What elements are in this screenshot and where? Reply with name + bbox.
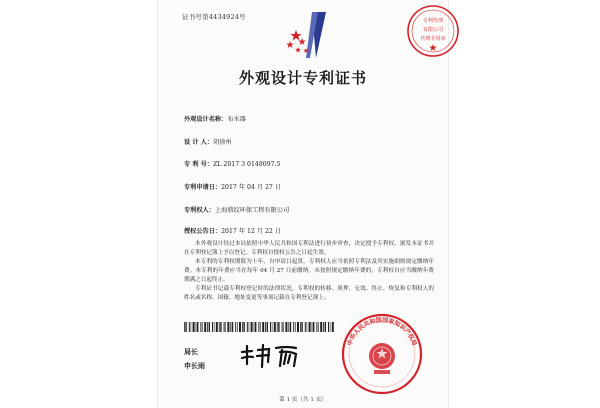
body-paragraph: 本专利的专利权期限为十年，自申请日起算。专利权人应当依照专利法及其实施细则规定缴纳年费。本专利的年费应当在每年 04 月 27 日前缴纳。未按照规定缴纳年费的，专利权自应当缴纳年费期满之日起终止。 xyxy=(184,259,434,283)
signature-title: 局长 xyxy=(184,347,198,356)
field-label: 设 计 人： xyxy=(184,139,214,146)
field-label: 授权公告日： xyxy=(184,228,222,235)
page-footer: 第 1 页（共 1 页） xyxy=(279,397,327,403)
field-value: 上海鼎纹环保工程有限公司 xyxy=(214,207,290,214)
patent-office-emblem xyxy=(276,8,346,64)
body-paragraph: 专利证书记载专利权登记时的法律状况。专利权的转移、质押、无效、终止、恢复和专利权人的姓名或名称、国籍、地址变更等事项记载在专利登记簿上。 xyxy=(184,286,434,301)
body-paragraph: 本外观设计经过本局依照中华人民共和国专利法进行初步审查，决定授予专利权，颁发本证书并在专利登记簿上予以登记。专利权自授权公告之日起生效。 xyxy=(184,241,434,256)
field-design-name xyxy=(184,114,246,123)
field-grant-date xyxy=(184,226,281,235)
certificate-title: 外观设计专利证书 xyxy=(238,69,367,87)
svg-text:中华人民共和国国家知识产权局: 中华人民共和国国家知识产权局 xyxy=(346,316,418,347)
svg-text:代理专用章: 代理专用章 xyxy=(420,36,446,42)
field-value: 胡徐州 xyxy=(213,139,232,146)
certificate-number: 证书号第4434924号 xyxy=(182,13,246,21)
field-application-date xyxy=(184,182,281,191)
field-patent-number xyxy=(184,159,281,168)
certificate-body-text xyxy=(184,240,434,303)
top-right-red-seal xyxy=(406,4,460,58)
field-value: 布水器 xyxy=(227,116,246,123)
patent-certificate-page xyxy=(158,0,448,408)
barcode xyxy=(184,322,334,332)
field-label: 外观设计名称： xyxy=(184,116,228,123)
field-value: ZL 2017 3 0148097.5 xyxy=(213,161,281,168)
field-label: 专 利 号： xyxy=(184,161,214,168)
svg-text:专利代理: 专利代理 xyxy=(422,18,444,24)
field-label: 专利权人： xyxy=(184,207,215,214)
field-value: 2017 年 04 月 27 日 xyxy=(221,184,282,191)
field-label: 专利申请日： xyxy=(184,184,222,191)
svg-text:有限公司: 有限公司 xyxy=(422,27,444,33)
signatory-name: 申长雨 xyxy=(184,361,205,370)
field-value: 2017 年 12 月 22 日 xyxy=(221,228,282,235)
field-patentee xyxy=(184,205,289,214)
field-designer xyxy=(184,137,232,146)
state-ip-office-seal xyxy=(340,312,424,396)
handwritten-signature xyxy=(238,342,318,370)
